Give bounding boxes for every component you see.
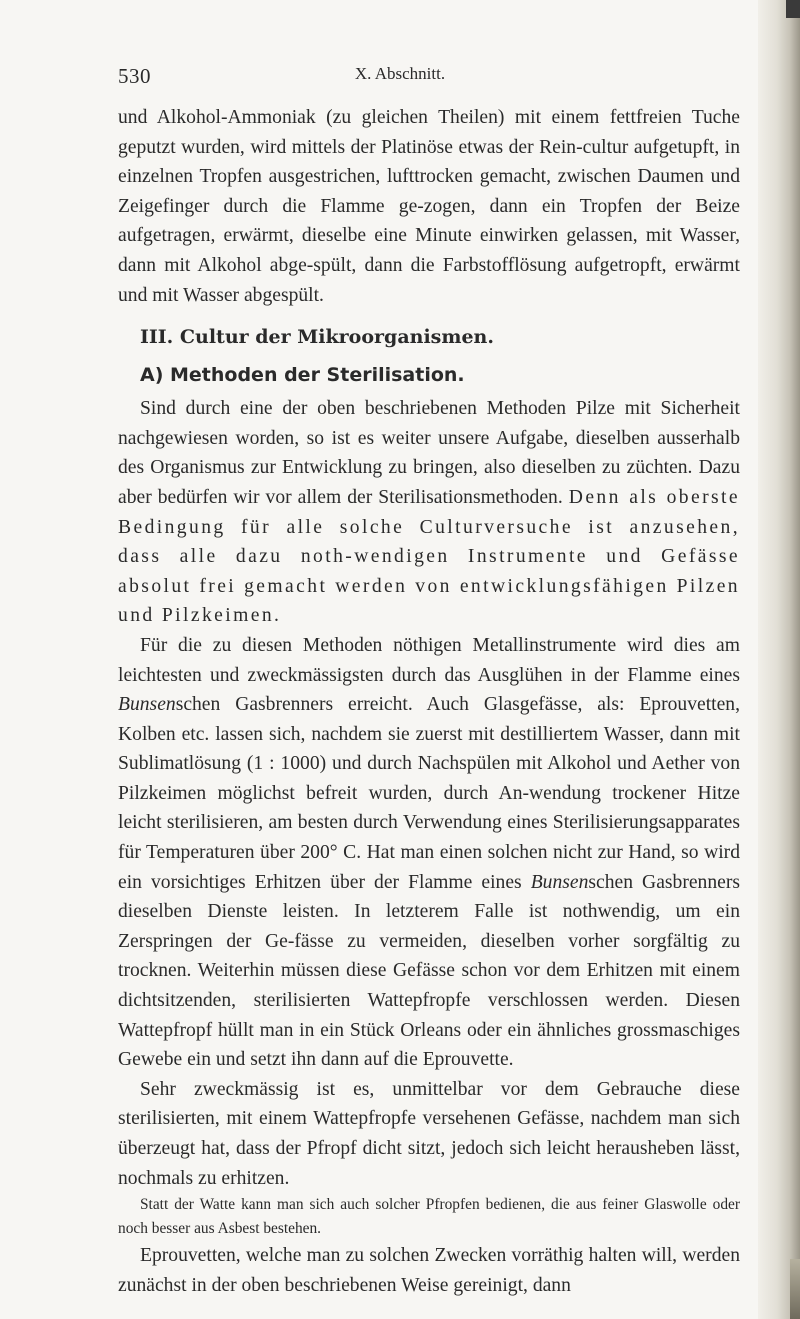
paragraph-sterilisation-intro <box>118 394 740 631</box>
scan-edge-mark-top <box>786 0 800 18</box>
italic-name-bunsen: Bunsen <box>530 871 589 893</box>
page-edge-shadow <box>758 0 800 1319</box>
scan-edge-mark-bottom <box>790 1259 800 1319</box>
section-heading: III. Cultur der Mikroorganismen. <box>140 326 494 349</box>
paragraph-reheating: Sehr zweckmässig ist es, unmittelbar vor dem Gebrauche diese sterilisierten, mit einem Wattepfropfe versehenen Gefässe, nachdem man sich überzeugt hat, dass der Pfropf dicht sitzt, jedoch sich leicht herausheben lässt, nochmals zu erhitzen. <box>118 1078 740 1189</box>
running-head: X. Abschnitt. <box>354 64 446 83</box>
paragraph-instruments <box>118 631 740 1075</box>
paragraph-continuation: und Alkohol-Ammoniak (zu gleichen Theilen) mit einem fettfreien Tuche geputzt wurden, wird mittels der Platinöse etwas der Rein-cultur aufgetupft, in einzelnen Tropfen ausgestrichen, lufttrocken gemacht, zwischen Daumen und Zeigefinger durch die Flamme ge-zogen, dann ein Tropfen der Beize aufgetragen, erwärmt, dieselbe eine Minute einwirken gelassen, mit Wasser, dann mit Alkohol abge-spült, dann die Farbstofflösung aufgetropft, erwärmt und mit Wasser abgespült. <box>118 107 740 306</box>
emphasized-spaced-text: Denn als oberste Bedingung für alle solche Culturversuche ist anzusehen, dass alle dazu noth-wendigen Instrumente und Gefässe absolut frei gemacht werden von entwicklungsfähigen Pilzen und Pilzkeimen. <box>118 486 740 627</box>
paragraph-text: Sind durch eine der oben beschriebenen Methoden Pilze mit Sicherheit nachgewiesen worden, so ist es weiter unsere Aufgabe, dieselben ausserhalb des Organismus zur Entwicklung zu bringen, also dieselben zu züchten. Dazu aber bedürfen wir vor allem der Sterilisationsmethoden. <box>118 398 740 508</box>
subsection-heading: A) Methoden der Sterilisation. <box>140 364 465 387</box>
paragraph-eprouvetten: Eprouvetten, welche man zu solchen Zwecken vorräthig halten will, werden zunächst in der oben beschriebenen Weise gereinigt, dann <box>118 1245 740 1296</box>
italic-name-bunsen: Bunsen <box>118 694 176 716</box>
footnote-small-print: Statt der Watte kann man sich auch solcher Pfropfen bedienen, die aus feiner Glaswolle oder noch besser aus Asbest bestehen. <box>118 1196 740 1238</box>
page-body <box>118 103 740 1300</box>
paragraph-text: schen Gasbrenners erreicht. Auch Glasgefässe, als: Eprouvetten, Kolben etc. lassen sich, nachdem sie zuerst mit destilliertem Wasser, dann mit Sublimatlösung (1 : 1000) und durch Nachspülen mit Alkohol und Aether von Pilzkeimen möglichst befreit wurden, durch An-wendung trockener Hitze leicht sterilisieren, am besten durch Verwendung eines Sterilisierungsapparates für Temperaturen über 200° C. Hat man einen solchen nicht zur Hand, so wird ein vorsichtiges Erhitzen über der Flamme eines <box>118 694 740 893</box>
page-number: 530 <box>118 64 151 88</box>
paragraph-text: schen Gasbrenners dieselben Dienste leisten. In letzterem Falle ist nothwendig, um ein Zerspringen der Ge-fässe zu vermeiden, dieselben vorher sorgfältig zu trocknen. Weiterhin müssen diese Gefässe schon vor dem Erhitzen mit einem dichtsitzenden, sterilisierten Wattepfropfe verschlossen werden. Diesen Wattepfropf hüllt man in ein Stück Orleans oder ein ähnliches grossmaschiges Gewebe ein und setzt ihn dann auf die Eprouvette. <box>118 871 740 1071</box>
paragraph-text: Für die zu diesen Methoden nöthigen Metallinstrumente wird dies am leichtesten und zweckmässigsten durch das Ausglühen in der Flamme eines <box>118 634 740 686</box>
